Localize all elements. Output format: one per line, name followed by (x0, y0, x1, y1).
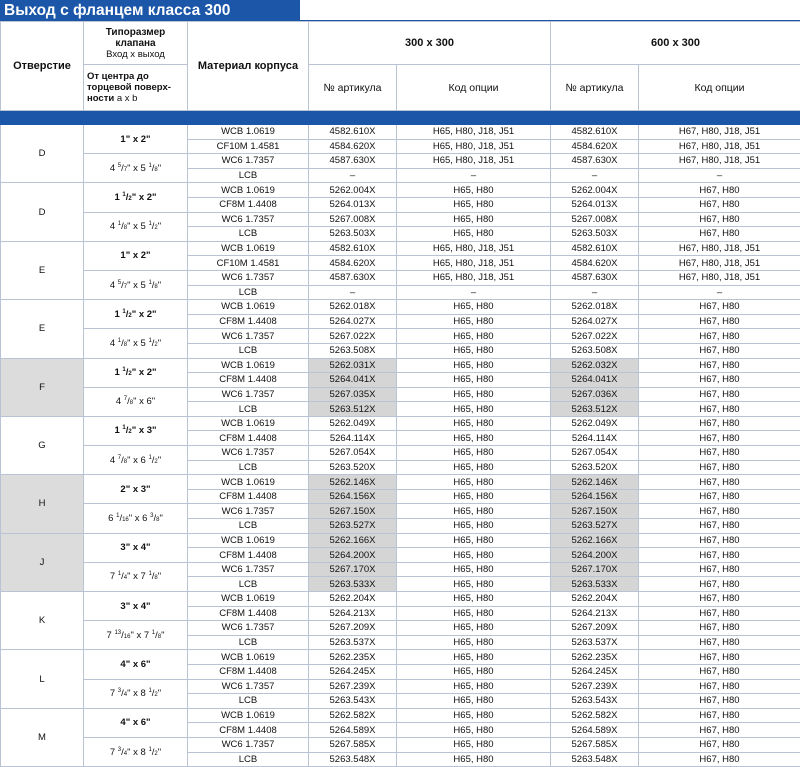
dimension-cell: 7 $^1$/4" x 7 $^1$/8" (84, 562, 188, 591)
material-cell: WCB 1.0619 (188, 533, 309, 548)
header-center-line2: торцевой поверх- (87, 82, 187, 93)
material-cell: CF8M 1.4408 (188, 314, 309, 329)
dimension-cell: 4 $^5$/7" x 5 $^1$/8" (84, 154, 188, 183)
option-code-600-cell: H67, H80 (639, 183, 800, 198)
material-cell: WCB 1.0619 (188, 300, 309, 315)
option-code-600-cell: H67, H80 (639, 373, 800, 388)
option-code-600-cell: H67, H80, J18, J51 (639, 270, 800, 285)
option-code-600-cell: H67, H80 (639, 592, 800, 607)
part-no-600-cell: 5267.239X (551, 679, 639, 694)
option-code-600-cell: – (639, 285, 800, 300)
option-code-600-cell: H67, H80 (639, 446, 800, 461)
part-no-300-cell: 5262.582X (309, 708, 397, 723)
part-no-600-cell: 5264.114X (551, 431, 639, 446)
part-no-300-cell: 5263.503X (309, 227, 397, 242)
option-code-600-cell: H67, H80, J18, J51 (639, 154, 800, 169)
option-code-600-cell: H67, H80 (639, 694, 800, 709)
material-cell: LCB (188, 577, 309, 592)
option-code-300-cell: H65, H80 (397, 402, 551, 417)
table-row (1, 621, 800, 636)
material-cell: CF10M 1.4581 (188, 139, 309, 154)
option-code-600-cell: – (639, 168, 800, 183)
part-no-600-cell: 4582.610X (551, 125, 639, 140)
part-no-300-cell: 5263.548X (309, 752, 397, 767)
part-no-600-cell: 5262.018X (551, 300, 639, 315)
option-code-300-cell: H65, H80 (397, 664, 551, 679)
page-title: Выход с фланцем класса 300 (0, 0, 300, 21)
material-cell: WC6 1.7357 (188, 446, 309, 461)
option-code-300-cell: H65, H80 (397, 197, 551, 212)
header-divider-row (1, 111, 800, 125)
material-cell: WC6 1.7357 (188, 504, 309, 519)
part-no-300-cell: 5264.041X (309, 373, 397, 388)
option-code-300-cell: H65, H80 (397, 460, 551, 475)
option-code-600-cell: H67, H80 (639, 504, 800, 519)
part-no-600-cell: 5263.503X (551, 227, 639, 242)
part-no-600-cell: 5264.027X (551, 314, 639, 329)
option-code-300-cell: H65, H80 (397, 343, 551, 358)
part-no-600-cell: 5267.054X (551, 446, 639, 461)
material-cell: CF8M 1.4408 (188, 664, 309, 679)
option-code-300-cell: H65, H80, J18, J51 (397, 125, 551, 140)
part-no-300-cell: 5262.049X (309, 416, 397, 431)
part-no-600-cell: 5267.008X (551, 212, 639, 227)
part-no-600-cell: 5263.543X (551, 694, 639, 709)
part-no-300-cell: 5263.508X (309, 343, 397, 358)
material-cell: LCB (188, 227, 309, 242)
dimension-cell: 7 $^3$/4" x 8 $^1$/2" (84, 737, 188, 766)
part-no-600-cell: 5262.049X (551, 416, 639, 431)
part-no-300-cell: 5263.533X (309, 577, 397, 592)
valve-table (0, 21, 800, 767)
header-part-no-300: № артикула (309, 65, 397, 111)
part-no-300-cell: 4584.620X (309, 256, 397, 271)
header-option-code-600: Код опции (639, 65, 800, 111)
material-cell: LCB (188, 752, 309, 767)
material-cell: LCB (188, 285, 309, 300)
part-no-300-cell: 5262.018X (309, 300, 397, 315)
part-no-300-cell: 5267.585X (309, 737, 397, 752)
option-code-300-cell: H65, H80 (397, 446, 551, 461)
header-orifice: Отверстие (1, 22, 84, 111)
part-no-600-cell: – (551, 285, 639, 300)
option-code-600-cell: H67, H80 (639, 752, 800, 767)
option-code-600-cell: H67, H80 (639, 577, 800, 592)
material-cell: WC6 1.7357 (188, 621, 309, 636)
option-code-300-cell: H65, H80, J18, J51 (397, 154, 551, 169)
part-no-300-cell: 5263.537X (309, 635, 397, 650)
option-code-300-cell: H65, H80 (397, 431, 551, 446)
part-no-300-cell: 5263.543X (309, 694, 397, 709)
table-row (1, 708, 800, 723)
table-row (1, 300, 800, 315)
part-no-300-cell: 5264.027X (309, 314, 397, 329)
material-cell: WCB 1.0619 (188, 592, 309, 607)
dimension-cell: 4 $^1$/8" x 5 $^1$/2" (84, 329, 188, 358)
part-no-300-cell: 5264.114X (309, 431, 397, 446)
part-no-600-cell: 5263.527X (551, 519, 639, 534)
orifice-cell: E (1, 300, 84, 358)
dimension-cell: 7 $^3$/4" x 8 $^1$/2" (84, 679, 188, 708)
part-no-600-cell: 5264.200X (551, 548, 639, 563)
option-code-600-cell: H67, H80 (639, 737, 800, 752)
option-code-300-cell: H65, H80 (397, 183, 551, 198)
option-code-600-cell: H67, H80 (639, 343, 800, 358)
option-code-300-cell: H65, H80 (397, 533, 551, 548)
material-cell: CF8M 1.4408 (188, 548, 309, 563)
table-row (1, 212, 800, 227)
part-no-300-cell: 5267.209X (309, 621, 397, 636)
dimension-cell: 4 $^5$/7" x 5 $^1$/8" (84, 270, 188, 299)
part-no-300-cell: 5262.146X (309, 475, 397, 490)
part-no-300-cell: – (309, 285, 397, 300)
part-no-300-cell: 5262.031X (309, 358, 397, 373)
table-body (1, 125, 800, 767)
option-code-600-cell: H67, H80 (639, 475, 800, 490)
option-code-600-cell: H67, H80 (639, 329, 800, 344)
option-code-600-cell: H67, H80 (639, 300, 800, 315)
material-cell: LCB (188, 460, 309, 475)
valve-size-cell: 4" x 6" (84, 650, 188, 679)
part-no-300-cell: 5267.008X (309, 212, 397, 227)
option-code-600-cell: H67, H80 (639, 387, 800, 402)
part-no-300-cell: 4582.610X (309, 241, 397, 256)
option-code-600-cell: H67, H80 (639, 402, 800, 417)
table-row (1, 154, 800, 169)
material-cell: WC6 1.7357 (188, 679, 309, 694)
option-code-600-cell: H67, H80 (639, 489, 800, 504)
option-code-600-cell: H67, H80 (639, 431, 800, 446)
header-center-to-face (84, 65, 188, 111)
valve-size-cell: 1 $^1$/2" x 3" (84, 416, 188, 445)
material-cell: CF8M 1.4408 (188, 723, 309, 738)
part-no-600-cell: 5263.512X (551, 402, 639, 417)
part-no-300-cell: 5264.213X (309, 606, 397, 621)
part-no-600-cell: 5263.533X (551, 577, 639, 592)
part-no-600-cell: 4584.620X (551, 139, 639, 154)
part-no-600-cell: 5267.150X (551, 504, 639, 519)
option-code-600-cell: H67, H80 (639, 416, 800, 431)
table-row (1, 387, 800, 402)
header-part-no-600: № артикула (551, 65, 639, 111)
option-code-600-cell: H67, H80 (639, 358, 800, 373)
part-no-300-cell: 5263.520X (309, 460, 397, 475)
option-code-300-cell: H65, H80 (397, 577, 551, 592)
option-code-300-cell: H65, H80 (397, 519, 551, 534)
part-no-600-cell: 5262.204X (551, 592, 639, 607)
part-no-600-cell: 4587.630X (551, 270, 639, 285)
option-code-300-cell: H65, H80 (397, 373, 551, 388)
option-code-300-cell: H65, H80 (397, 679, 551, 694)
table-row (1, 358, 800, 373)
orifice-cell: H (1, 475, 84, 533)
part-no-300-cell: 5267.239X (309, 679, 397, 694)
material-cell: WC6 1.7357 (188, 329, 309, 344)
table-row (1, 562, 800, 577)
part-no-300-cell: 5267.054X (309, 446, 397, 461)
option-code-600-cell: H67, H80 (639, 548, 800, 563)
part-no-300-cell: 5262.166X (309, 533, 397, 548)
part-no-300-cell: 5267.022X (309, 329, 397, 344)
table-row (1, 416, 800, 431)
option-code-300-cell: H65, H80 (397, 300, 551, 315)
orifice-cell: J (1, 533, 84, 591)
part-no-300-cell: 5267.150X (309, 504, 397, 519)
material-cell: WC6 1.7357 (188, 212, 309, 227)
option-code-600-cell: H67, H80 (639, 227, 800, 242)
table-row (1, 270, 800, 285)
material-cell: CF8M 1.4408 (188, 431, 309, 446)
valve-size-cell: 1 $^1$/2" x 2" (84, 183, 188, 212)
option-code-300-cell: – (397, 285, 551, 300)
material-cell: LCB (188, 694, 309, 709)
table-row (1, 592, 800, 607)
material-cell: CF8M 1.4408 (188, 489, 309, 504)
option-code-300-cell: H65, H80 (397, 650, 551, 665)
valve-size-cell: 1 $^1$/2" x 2" (84, 358, 188, 387)
option-code-300-cell: H65, H80 (397, 489, 551, 504)
part-no-300-cell: 4582.610X (309, 125, 397, 140)
part-no-600-cell: 5262.235X (551, 650, 639, 665)
header-divider (1, 111, 800, 125)
orifice-cell: F (1, 358, 84, 416)
valve-size-cell: 3" x 4" (84, 533, 188, 562)
option-code-300-cell: H65, H80 (397, 606, 551, 621)
header-valve-size (84, 22, 188, 65)
option-code-600-cell: H67, H80 (639, 664, 800, 679)
option-code-600-cell: H67, H80 (639, 650, 800, 665)
part-no-600-cell: 5264.156X (551, 489, 639, 504)
header-valve-size-label: Типоразмер клапана (86, 27, 185, 49)
material-cell: LCB (188, 402, 309, 417)
table-row (1, 241, 800, 256)
part-no-600-cell: 4582.610X (551, 241, 639, 256)
part-no-600-cell: 4584.620X (551, 256, 639, 271)
option-code-600-cell: H67, H80 (639, 197, 800, 212)
part-no-300-cell: 5264.589X (309, 723, 397, 738)
option-code-300-cell: H65, H80 (397, 737, 551, 752)
option-code-300-cell: H65, H80 (397, 708, 551, 723)
part-no-600-cell: 5262.166X (551, 533, 639, 548)
table-row (1, 446, 800, 461)
part-no-300-cell: 5267.035X (309, 387, 397, 402)
dimension-cell: 7 $^{13}$/16" x 7 $^1$/8" (84, 621, 188, 650)
orifice-cell: D (1, 183, 84, 241)
option-code-300-cell: H65, H80 (397, 387, 551, 402)
material-cell: LCB (188, 519, 309, 534)
table-row (1, 679, 800, 694)
part-no-300-cell: 5267.170X (309, 562, 397, 577)
part-no-600-cell: 5262.582X (551, 708, 639, 723)
part-no-600-cell: 4587.630X (551, 154, 639, 169)
part-no-600-cell: 5263.537X (551, 635, 639, 650)
material-cell: WC6 1.7357 (188, 562, 309, 577)
option-code-600-cell: H67, H80 (639, 723, 800, 738)
material-cell: WC6 1.7357 (188, 270, 309, 285)
part-no-600-cell: 5267.036X (551, 387, 639, 402)
option-code-600-cell: H67, H80 (639, 708, 800, 723)
part-no-600-cell: 5267.022X (551, 329, 639, 344)
orifice-cell: G (1, 416, 84, 474)
dimension-cell: 4 $^7$/8" x 6" (84, 387, 188, 416)
header-valve-size-sub: Вход x выход (86, 49, 185, 60)
part-no-300-cell: 5263.527X (309, 519, 397, 534)
valve-size-cell: 2" x 3" (84, 475, 188, 504)
option-code-300-cell: H65, H80, J18, J51 (397, 270, 551, 285)
part-no-300-cell: 4587.630X (309, 154, 397, 169)
material-cell: WCB 1.0619 (188, 475, 309, 490)
part-no-300-cell: 5262.235X (309, 650, 397, 665)
material-cell: CF10M 1.4581 (188, 256, 309, 271)
option-code-600-cell: H67, H80 (639, 212, 800, 227)
part-no-600-cell: 5264.213X (551, 606, 639, 621)
table-row (1, 475, 800, 490)
option-code-300-cell: H65, H80 (397, 548, 551, 563)
option-code-600-cell: H67, H80, J18, J51 (639, 139, 800, 154)
part-no-600-cell: 5263.520X (551, 460, 639, 475)
valve-size-cell: 3" x 4" (84, 592, 188, 621)
material-cell: CF8M 1.4408 (188, 197, 309, 212)
option-code-600-cell: H67, H80 (639, 519, 800, 534)
dimension-cell: 4 $^7$/8" x 6 $^1$/2" (84, 446, 188, 475)
material-cell: LCB (188, 168, 309, 183)
part-no-600-cell: 5267.170X (551, 562, 639, 577)
header-option-code-300: Код опции (397, 65, 551, 111)
part-no-300-cell: 4587.630X (309, 270, 397, 285)
part-no-300-cell: 4584.620X (309, 139, 397, 154)
option-code-600-cell: H67, H80 (639, 314, 800, 329)
part-no-600-cell: 5264.013X (551, 197, 639, 212)
option-code-300-cell: H65, H80 (397, 592, 551, 607)
header-center-line3: ности (87, 93, 114, 104)
option-code-600-cell: H67, H80, J18, J51 (639, 241, 800, 256)
option-code-300-cell: H65, H80 (397, 621, 551, 636)
option-code-300-cell: H65, H80 (397, 314, 551, 329)
material-cell: WCB 1.0619 (188, 241, 309, 256)
valve-size-cell: 1" x 2" (84, 125, 188, 154)
part-no-600-cell: 5262.004X (551, 183, 639, 198)
option-code-300-cell: H65, H80 (397, 212, 551, 227)
material-cell: WCB 1.0619 (188, 183, 309, 198)
material-cell: WC6 1.7357 (188, 154, 309, 169)
part-no-600-cell: 5264.041X (551, 373, 639, 388)
material-cell: WC6 1.7357 (188, 737, 309, 752)
part-no-300-cell: 5264.013X (309, 197, 397, 212)
part-no-300-cell: 5262.204X (309, 592, 397, 607)
material-cell: WC6 1.7357 (188, 387, 309, 402)
part-no-600-cell: 5264.589X (551, 723, 639, 738)
orifice-cell: L (1, 650, 84, 708)
part-no-600-cell: 5263.508X (551, 343, 639, 358)
option-code-300-cell: H65, H80 (397, 329, 551, 344)
valve-size-cell: 1 $^1$/2" x 2" (84, 300, 188, 329)
part-no-300-cell: 5264.156X (309, 489, 397, 504)
material-cell: WCB 1.0619 (188, 125, 309, 140)
part-no-300-cell: 5264.245X (309, 664, 397, 679)
option-code-300-cell: H65, H80, J18, J51 (397, 139, 551, 154)
option-code-600-cell: H67, H80 (639, 460, 800, 475)
option-code-600-cell: H67, H80, J18, J51 (639, 125, 800, 140)
part-no-300-cell: – (309, 168, 397, 183)
material-cell: WCB 1.0619 (188, 358, 309, 373)
option-code-600-cell: H67, H80 (639, 606, 800, 621)
option-code-300-cell: H65, H80 (397, 635, 551, 650)
header-group-600: 600 x 300 (551, 22, 800, 65)
option-code-300-cell: H65, H80, J18, J51 (397, 241, 551, 256)
dimension-cell: 6 $^1$/16" x 6 $^3$/8" (84, 504, 188, 533)
table-row (1, 504, 800, 519)
table-row (1, 183, 800, 198)
part-no-600-cell: 5267.209X (551, 621, 639, 636)
option-code-300-cell: H65, H80 (397, 723, 551, 738)
material-cell: WCB 1.0619 (188, 650, 309, 665)
option-code-300-cell: – (397, 168, 551, 183)
header-group-300: 300 x 300 (309, 22, 551, 65)
option-code-600-cell: H67, H80 (639, 679, 800, 694)
part-no-600-cell: 5262.032X (551, 358, 639, 373)
material-cell: WCB 1.0619 (188, 416, 309, 431)
table-row (1, 650, 800, 665)
option-code-300-cell: H65, H80 (397, 562, 551, 577)
orifice-cell: D (1, 125, 84, 183)
orifice-cell: K (1, 592, 84, 650)
material-cell: LCB (188, 343, 309, 358)
header-center-line1: От центра до (87, 71, 187, 82)
part-no-300-cell: 5262.004X (309, 183, 397, 198)
orifice-cell: E (1, 241, 84, 299)
option-code-600-cell: H67, H80 (639, 621, 800, 636)
part-no-600-cell: 5264.245X (551, 664, 639, 679)
part-no-300-cell: 5263.512X (309, 402, 397, 417)
header-center-axb: a x b (117, 93, 138, 104)
header-material: Материал корпуса (188, 22, 309, 111)
option-code-600-cell: H67, H80, J18, J51 (639, 256, 800, 271)
option-code-600-cell: H67, H80 (639, 533, 800, 548)
dimension-cell: 4 $^1$/8" x 5 $^1$/2" (84, 212, 188, 241)
option-code-300-cell: H65, H80 (397, 752, 551, 767)
part-no-300-cell: 5264.200X (309, 548, 397, 563)
valve-size-cell: 4" x 6" (84, 708, 188, 737)
option-code-600-cell: H67, H80 (639, 562, 800, 577)
option-code-300-cell: H65, H80 (397, 227, 551, 242)
option-code-300-cell: H65, H80 (397, 694, 551, 709)
part-no-600-cell: 5263.548X (551, 752, 639, 767)
table-row (1, 737, 800, 752)
material-cell: CF8M 1.4408 (188, 606, 309, 621)
option-code-600-cell: H67, H80 (639, 635, 800, 650)
part-no-600-cell: 5262.146X (551, 475, 639, 490)
option-code-300-cell: H65, H80 (397, 416, 551, 431)
table-row (1, 125, 800, 140)
material-cell: WCB 1.0619 (188, 708, 309, 723)
orifice-cell: M (1, 708, 84, 766)
material-cell: LCB (188, 635, 309, 650)
table-row (1, 533, 800, 548)
part-no-600-cell: – (551, 168, 639, 183)
valve-size-cell: 1" x 2" (84, 241, 188, 270)
option-code-300-cell: H65, H80, J18, J51 (397, 256, 551, 271)
option-code-300-cell: H65, H80 (397, 358, 551, 373)
option-code-300-cell: H65, H80 (397, 504, 551, 519)
material-cell: CF8M 1.4408 (188, 373, 309, 388)
option-code-300-cell: H65, H80 (397, 475, 551, 490)
table-row (1, 329, 800, 344)
part-no-600-cell: 5267.585X (551, 737, 639, 752)
